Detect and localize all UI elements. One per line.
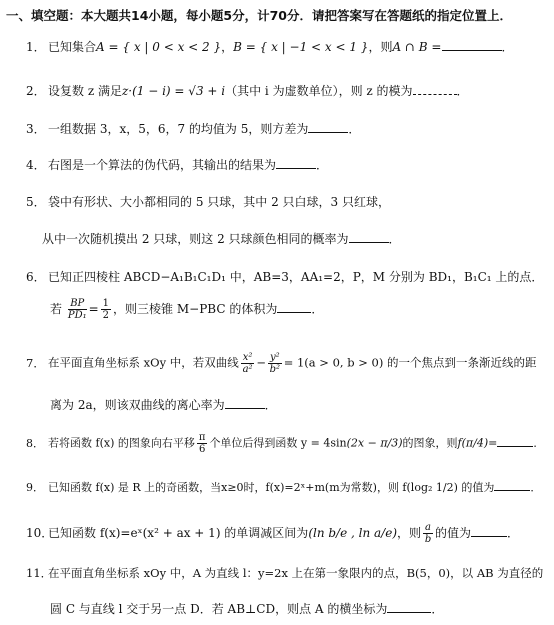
section-header: 一、填空题：本大题共14小题，每小题5分，计70分．请把答案写在答题纸的指定位置上． [6, 8, 512, 23]
question-4: 4． 右图是一个算法的伪代码，其输出的结果为 ． [26, 158, 329, 172]
question-5: 5． 袋中有形状、大小都相同的 5 只球，其中 2 只白球，3 只红球， [26, 195, 390, 209]
answer-blank[interactable] [471, 524, 507, 537]
answer-blank[interactable] [442, 38, 502, 51]
question-2: 2． 设复数 z 满足z·(1 − i) = √3 + i（其中 i 为虚数单位），则 z 的模为 ． [26, 84, 469, 98]
fraction-a-b: $\frac{a}{b}$ [424, 522, 432, 545]
fraction-pi-6: $\frac{\pi}{6}$ [198, 432, 206, 455]
question-9: 9． 已知函数 f(x) 是 R 上的奇函数，当x≥0时，f(x)=2ˣ+m(m为常数)，则 f(log₂ 1/2) 的值为 ． [26, 478, 541, 497]
question-6: 6． 已知正四棱柱 ABCD−A₁B₁C₁D₁ 中，AB=3，AA₁=2，P，M 分别为 BD₁，B₁C₁ 上的点． [26, 270, 544, 284]
fraction-bp-pd1: $\frac{BP}{\text{PD₁}}$ [67, 298, 87, 321]
question-7: 7． 在平面直角坐标系 xOy 中，若双曲线 $\frac{\text{x²}}{\text{a²}}$ − $\frac{\text{y²}}{\text{b²}}$ = 1(a > 0, b > 0) 的一个焦点到一条渐近线的距 [26, 352, 537, 375]
question-10: 10．已知函数 f(x)=eˣ(x² + ax + 1) 的单调减区间为(ln b/e , ln a/e)，则 $\frac{a}{b}$ 的值为 ． [26, 522, 520, 545]
answer-blank[interactable] [387, 600, 431, 613]
question-5-cont: 从中一次随机摸出 2 只球，则这 2 只球颜色相同的概率为 ． [42, 232, 401, 246]
fraction-x2-a2: $\frac{\text{x²}}{\text{a²}}$ [242, 352, 253, 375]
question-11: 11．在平面直角坐标系 xOy 中，A 为直线 l：y=2x 上在第一象限内的点，B(5，0)，以 AB 为直径的 [26, 566, 544, 580]
question-6-cont: 若 $\frac{BP}{\text{PD₁}}$ = $\frac{1}{2}$ ，则三棱锥 M−PBC 的体积为 ． [50, 298, 324, 321]
answer-blank[interactable] [349, 230, 389, 243]
question-1: 1． 已知集合A = { x | 0 < x < 2 }，B = { x | −1 < x < 1 }，则A ∩ B = ． [26, 40, 514, 54]
fraction-one-half: $\frac{1}{2}$ [102, 298, 110, 321]
answer-blank[interactable] [277, 300, 311, 313]
answer-blank[interactable] [308, 120, 348, 133]
question-11-cont: 圆 C 与直线 l 交于另一点 D．若 AB⊥CD，则点 A 的横坐标为 ． [50, 602, 444, 616]
fraction-y2-b2: $\frac{\text{y²}}{\text{b²}}$ [269, 352, 281, 375]
answer-blank[interactable] [497, 434, 533, 447]
answer-blank[interactable] [494, 478, 530, 491]
answer-blank[interactable] [413, 82, 457, 95]
question-7-cont: 离为 2a，则该双曲线的离心率为 ． [50, 398, 277, 412]
answer-blank[interactable] [225, 396, 265, 409]
question-8: 8． 若将函数 f(x) 的图象向右平移 $\frac{\pi}{6}$ 个单位后得到函数 y = 4sin(2x − π/3)的图象，则f(π/4)= ． [26, 432, 545, 455]
question-3: 3． 一组数据 3，x，5，6，7 的均值为 5，则方差为 ． [26, 122, 361, 136]
answer-blank[interactable] [276, 156, 316, 169]
